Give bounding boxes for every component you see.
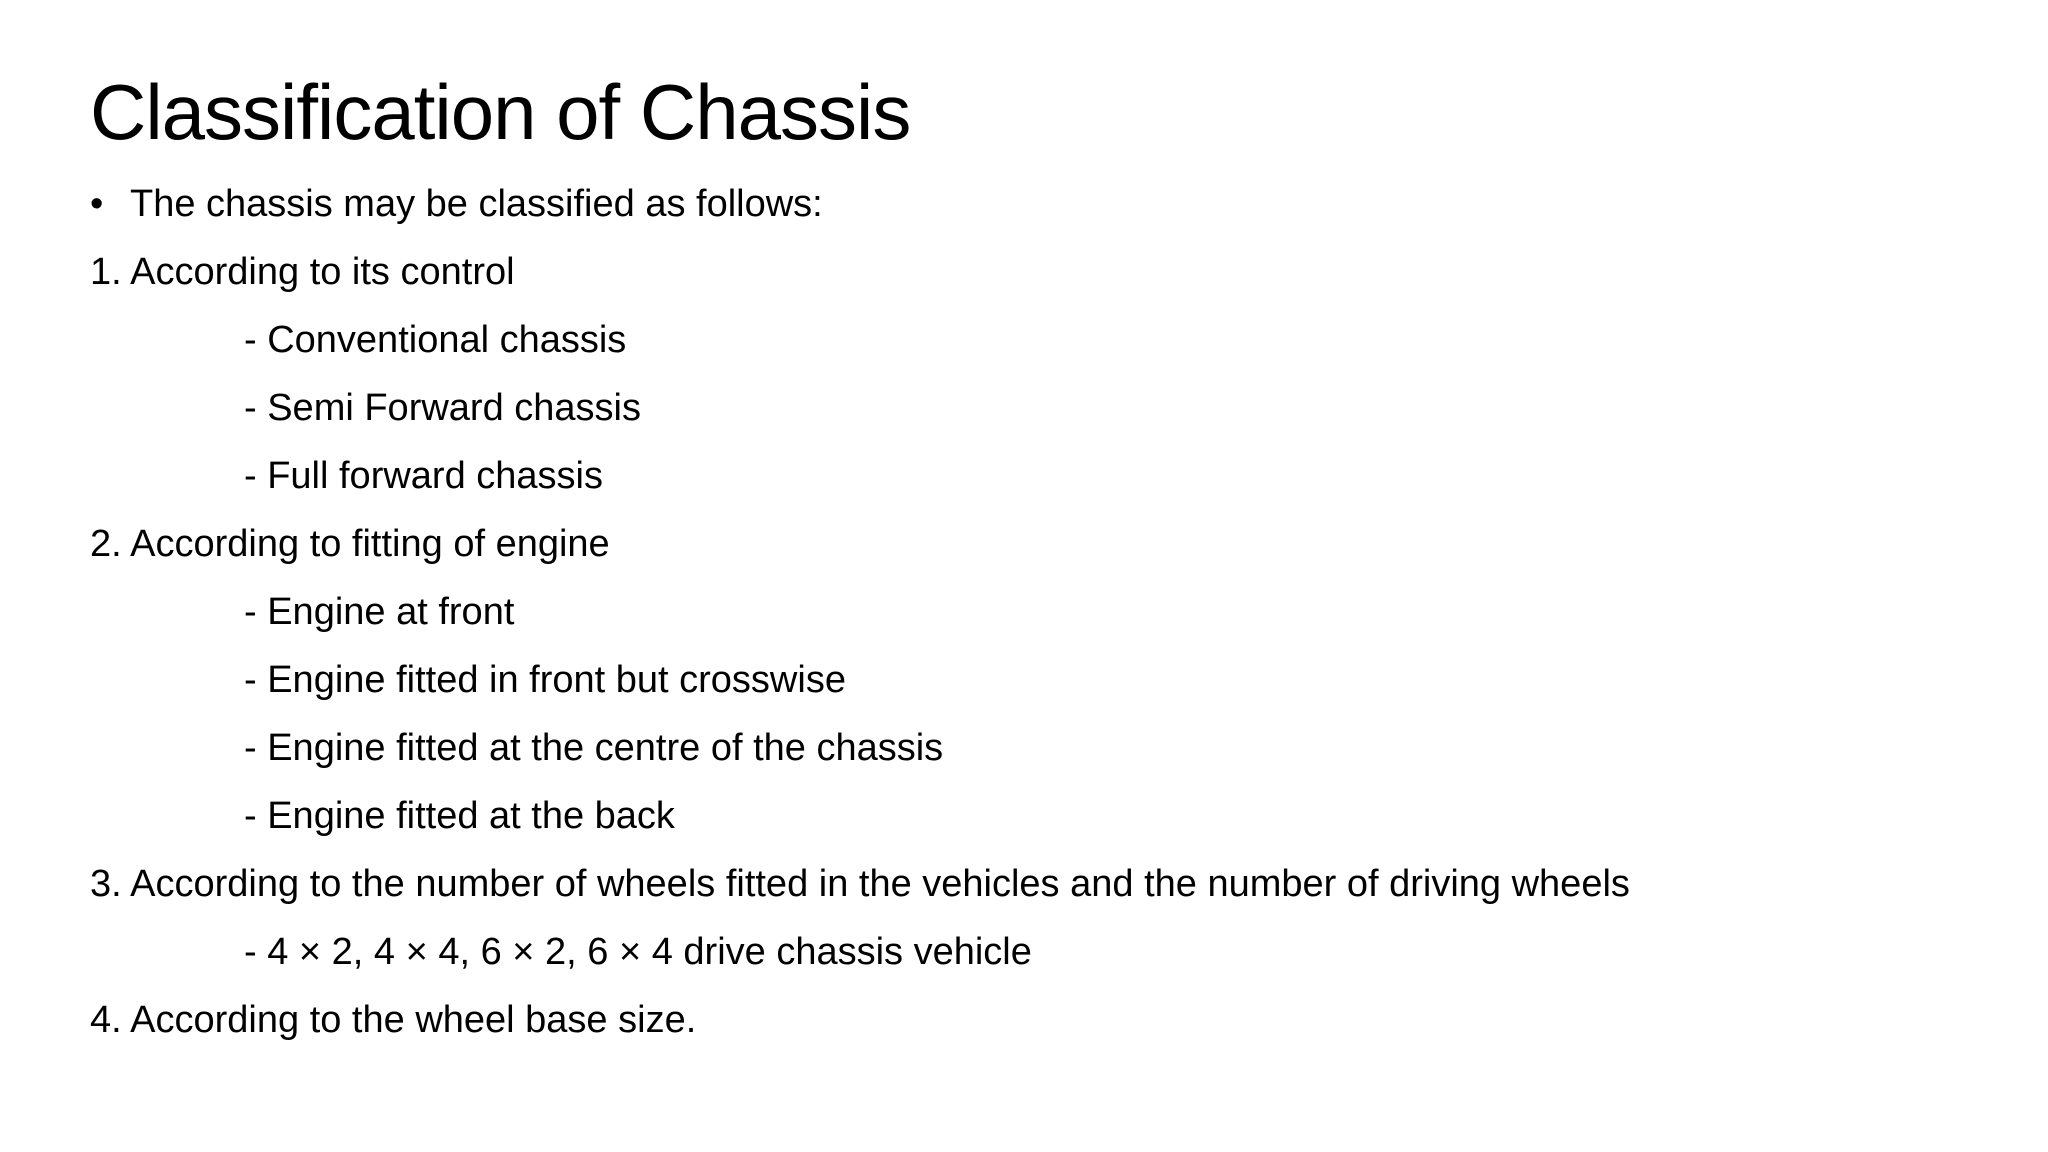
list-item-sub: - Engine fitted at the back	[244, 795, 675, 837]
slide-title: Classification of Chassis	[90, 68, 911, 156]
slide-content	[90, 170, 1990, 1054]
list-item-sub: - Engine at front	[244, 591, 515, 633]
bullet-icon: •	[90, 183, 104, 225]
list-item-sub: - Full forward chassis	[244, 455, 603, 497]
list-item-sub: - Conventional chassis	[244, 319, 627, 361]
list-item-sub: - 4 × 2, 4 × 4, 6 × 2, 6 × 4 drive chassis vehicle	[244, 931, 1032, 973]
list-item-numbered: 3. According to the number of wheels fitted in the vehicles and the number of driving wheels	[90, 863, 1630, 905]
intro-text: The chassis may be classified as follows:	[130, 183, 823, 225]
list-item-numbered: 1. According to its control	[90, 251, 515, 293]
list-item-sub: - Engine fitted in front but crosswise	[244, 659, 846, 701]
list-item-numbered: 2. According to fitting of engine	[90, 523, 610, 565]
list-item-numbered: 4. According to the wheel base size.	[90, 999, 697, 1041]
list-item-sub: - Engine fitted at the centre of the chassis	[244, 727, 944, 769]
list-item-sub: - Semi Forward chassis	[244, 387, 641, 429]
intro-bullet-line	[90, 170, 1990, 238]
